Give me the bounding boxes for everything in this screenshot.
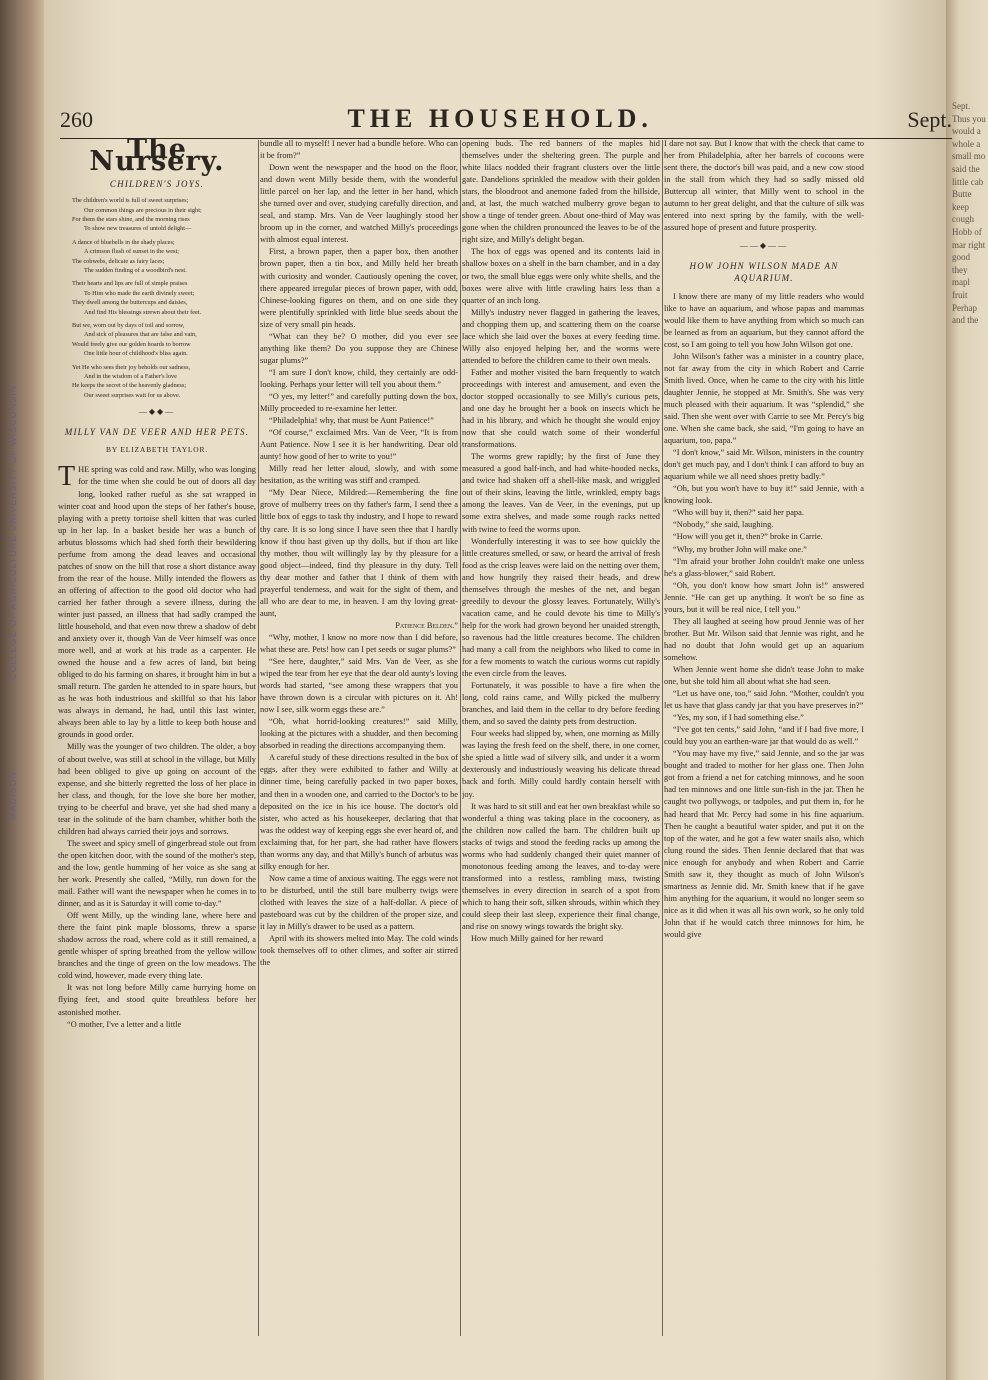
paragraph: Now came a time of anxious waiting. The eggs were not to be disturbed, until the still bare mulberry twigs were clothed with leaves the size of a half-dollar. A piece of pasteboard was cut by the children of the proper size, and it lay in Milly's drawer to be used as a pattern. <box>260 873 458 932</box>
ornament-divider: —◆◆— <box>138 407 176 417</box>
poem-line: A dance of bluebells in the shady places; <box>72 238 175 246</box>
paragraph: It was hard to sit still and eat her own breakfast while so wonderful a thing was taking place in the cocoonery, as the children now called the barn. The children built up stacks of twigs and stood the feeding racks up among the worms who had suddenly changed their quiet manner of monotonous feeding among the leaves, and to-day were transformed into a restless, rambling mass, twisting themselves in every direction in search of a spot from which to hang their soft, silken shrouds, within which they could sleep their last sleep, experience their final change, and rise on snowy wings towards the bright sky. <box>462 801 660 932</box>
poem <box>72 196 256 234</box>
paragraph: “O mother, I've a letter and a little <box>67 1019 182 1029</box>
library-stamp: COLLEGE OF AGRICULTURE UNIVERSITY OF WISCONSIN <box>8 384 18 680</box>
poem <box>72 363 256 401</box>
paragraph: “O yes, my letter!” and carefully putting down the box, Milly proceeded to re-examine her letter. <box>260 391 458 414</box>
paragraph: “Oh, what horrid-looking creatures!” said Milly, looking at the pictures with a shudder, and then becoming absorbed in reading the directions accompanying them. <box>260 717 458 751</box>
poem-line: They dwell among the buttercups and daisies, <box>72 299 188 307</box>
poem-line: To show new treasures of untold delight— <box>84 225 192 233</box>
paragraph: First, a brown paper, then a paper box, then another brown paper, then a tin box, and Milly held her breath with curiosity and wonder. Cautiously opening the cover, there appeared irregular pieces of brown paper, with odd, Chinese-looking figures on them, and on one side they were plentifully sprinkled with little blue seeds about the size of very small pin heads. <box>260 247 458 329</box>
paragraph: When Jennie went home she didn't tease John to make one, but she told him all about what she had seen. <box>664 664 864 687</box>
poem-line: The cobwebs, delicate as fairy laces; <box>72 257 165 265</box>
paragraph: The box of eggs was opened and its contents laid in shallow boxes on a shelf in the barn chamber, and in a day or two, the small blue eggs were only white shells, and the boxes were alive with little crawling hairs less than a quarter of an inch long. <box>462 247 660 305</box>
column-2 <box>260 138 458 1340</box>
paragraph: “Oh, you don't know how smart John is!” answered Jennie. “He can get up anything. It won't be so fine as yours, but it will be real nice, I tell you.” <box>664 580 864 614</box>
poem-title: CHILDREN'S JOYS. <box>109 179 205 190</box>
drop-cap: T <box>58 461 76 493</box>
next-page-fragment: Sept. Thus you would a whole a small mo said the little cab Butte keep cough Hobb of mar right good they mapl fruit Perhap and the <box>952 101 986 326</box>
library-stamp-city: MADISON <box>8 770 18 820</box>
publication-title: THE HOUSEHOLD. <box>347 104 653 133</box>
story-title: HOW JOHN WILSON MADE AN AQUARIUM. <box>689 261 839 284</box>
paragraph: “You may have my five,” said Jennie, and so the jar was bought and traded to mother for her glass one. Then John got from a friend a net for catching minnows, and he soon had ten minnows and one little sun-fish in the jar. Then he caught two pollywogs, or tadpoles, and put them in, for he had heard that Mr. Percy had some in his fine aquarium. Then he caught a beautiful water spider, and put it on the top of the water, and he got a few water snails also, which clung round the sides. Then Jennie declared that that was nice enough for anybody and when Robert and Carrie Smith saw it, they thought as much of John Wilson's smartness as Jennie did. Mr. Smith knew that if he gave him anything for the aquarium, it would no longer seem so nice as it did when it was all his own work, so he only told John that if he would catch three minnows for him, he would give <box>664 749 864 939</box>
poem-line: And in the wisdom of a Father's love <box>84 373 177 381</box>
paragraph: Milly's industry never flagged in gathering the leaves, and chopping them up, and scattering them on the coarse lace which she laid over the boxes at every feeding time. Willy also enjoyed helping her, and the worms were attended to before the children came to their own meals. <box>462 307 660 365</box>
poem-line: Our common things are precious in their sight; <box>84 206 202 214</box>
paragraph: “I don't know,” said Mr. Wilson, ministers in the country don't get much pay, and I don't think I can afford to buy an aquarium while we all need shoes pretty badly.” <box>664 448 864 482</box>
paragraph: Milly was the younger of two children. The older, a boy of about twelve, was still at school in the village, but Milly had been obliged to give up going on account of the expense, and she bitterly regretted the loss of her place in her class, and though, for the love she bore her mother, trying to be cheerful and brave, yet she had shed many a tear in the solitude of the barn chamber, whither both the children had always carried their joys and sorrows. <box>58 742 256 836</box>
paragraph: “Who will buy it, then?” said her papa. <box>673 508 804 518</box>
paragraph: “My Dear Niece, Mildred:—Remembering the fine grove of mulberry trees on thy father's farm, I send thee a little box of eggs to task thy industry, and I hope to reward thy care. It is so long since I have seen thee that I hardly know if thou hast given up thy dolls, but if thou art like thy mother, thou wilt willingly lay by thy pleasure for a good object—indeed, find thy pleasure in thy duty. Tell thy dear mother and father that I think of them with prayerful tenderness, and wait for the sight of them, and all who are dear to me, in heaven. I am thy loving great-aunt, <box>260 488 458 618</box>
byline: BY ELIZABETH TAYLOR. <box>106 445 208 455</box>
poem <box>72 279 256 317</box>
page-header <box>60 104 952 139</box>
story-title: MILLY VAN DE VEER AND HER PETS. <box>64 427 250 438</box>
ornament-divider: ——◆—— <box>739 241 789 251</box>
poem-line: Would freely give our golden hoards to borrow <box>72 340 191 348</box>
poem-line: Their hearts and lips are full of simple praises <box>72 280 188 288</box>
poem-line: One little hour of childhood's bliss again. <box>84 350 188 358</box>
poem-line: To Him who made the earth divinely sweet; <box>84 289 195 297</box>
poem-line: A crimson flush of sunset in the west; <box>84 248 179 256</box>
poem-line: He keeps the secret of the heavenly gladness; <box>72 382 187 390</box>
column-rule <box>460 140 461 1336</box>
paragraph: It was not long before Milly came hurrying home on flying feet, and stood quite breathless before her astonished mother. <box>58 983 256 1017</box>
section-title: The Nursery. <box>89 138 225 178</box>
poem-line: And sick of pleasures that are false and vain, <box>84 331 197 339</box>
paragraph: Four weeks had slipped by, when, one morning as Milly was laying the fresh feed on the shelf, there, in one corner, she spied a little wad of silvery silk, and under it a worm dexterously and industriously weaving his delicate thread back and forth. Milly could hardly contain herself with joy. <box>462 729 660 799</box>
paragraph: Down went the newspaper and the hood on the floor, and down went Milly beside them, with the wonderful little parcel on her lap, and the letter in her hand, which she turned over and over, studying carefully direction, and seal, and stamp. Mrs. Van de Veer laughingly stood her broom up in the corner, and watched Milly's proceedings with almost equal interest. <box>260 163 458 245</box>
poem-line: But we, worn out by days of toil and sorrow, <box>72 322 185 330</box>
paragraph: “Oh, but you won't have to buy it!” said Jennie, with a knowing look. <box>664 484 864 506</box>
poem-line: The children's world is full of sweet surprises; <box>72 197 189 205</box>
column-3 <box>462 138 660 1340</box>
paragraph: “Why, my brother John will make one.” <box>673 544 807 554</box>
paragraph: John Wilson's father was a minister in a country place, not far away from the city in which Robert and Carrie Smith lived. Once, when he came to the city with his little daughter Jennie, he stopped at Mr. Smith's. She was very much pleased with their aquarium. It was “splendid,” she said. Then she went over with Carrie to see Mr. Percy's big one. When she came back, she said, “I'm going to have an aquarium, too, papa.” <box>664 351 864 446</box>
paragraph: April with its showers melted into May. The cold winds took themselves off to other climes, and softer air stirred the <box>260 934 458 968</box>
paragraph: I dare not say. But I know that with the check that came to her from Philadelphia, after her barrels of cocoons were sent there, the doctor's bill was paid, and a new cow stood in the stall from which they had so sadly missed old Buttercup all winter, that Milly went to school in the autumn to her great delight, and that the culture of silk was entered into next spring by the family, with the well-assured hope of present and future prosperity. <box>664 139 864 233</box>
paragraph: opening buds. The red banners of the maples hid themselves under the sheltering green. The purple and white lilacs nodded their fragrant clusters over the little gate. Dandelions sprinkled the meadow with their golden stars, the bloodroot and anemone faded from the hillside, and, at last, the much watched mulberry grove began to show a tinge of tender green. About one-third of May was gone when the children pronounced the leaves to be of the right size, and Milly's delight began. <box>462 139 660 245</box>
paragraph <box>58 461 256 741</box>
paragraph: Fortunately, it was possible to have a fire when the long, cold rains came, and Willy picked the mulberry branches, and laid them in the cellar to dry before feeding them, and so saved the dainty pets from destruction. <box>462 681 660 727</box>
column-4 <box>664 138 864 1340</box>
poem-line: Our sweet surprises wait for us above. <box>84 391 181 399</box>
poem <box>72 238 256 276</box>
paragraph: They all laughed at seeing how proud Jennie was of her brother. But Mr. Wilson said that Jennie was right, and he had no doubt that John would get up an aquarium somehow. <box>664 616 864 662</box>
paragraph: “What can they be? O mother, did you ever see anything like them? Do you suppose they are Chinese sugar plums?” <box>260 331 458 365</box>
letter-signature: Patience Belden.” <box>395 620 458 630</box>
column-1 <box>58 138 256 1340</box>
issue-month: Sept. <box>907 107 952 132</box>
paragraph: “Philadelphia! why, that must be Aunt Patience!” <box>269 416 434 426</box>
paragraph: “I'm afraid your brother John couldn't make one unless he's a glass-blower,” said Robert. <box>664 556 864 578</box>
paragraph: “Yes, my son, if I had something else.” <box>673 713 804 723</box>
next-page-edge <box>946 0 988 1380</box>
paragraph: Wonderfully interesting it was to see how quickly the little creatures smelled, or saw, or heard the arrival of fresh food as the crisp leaves were laid on the netting over them, and how hungrily they raised their heads, and drew themselves through the meshes of the net, and began greedily to devour the glossy leaves. Fortunately, Willy's vacation came, and he could devote his time to Milly's help for the work had grown beyond her unaided strength, so ravenous had the little creatures become. The children had many a call from the neighbors who liked to come in for a few moments to watch the curious worms cut rapidly the even circle from the leaves. <box>462 536 660 679</box>
poem-line: And find His blessings strewn about their feet. <box>84 308 202 316</box>
poem-line: Yet He who sees their joy beholds our sadness, <box>72 363 191 371</box>
paragraph: Milly read her letter aloud, slowly, and with some hesitation, as the writing was stiff and cramped. <box>260 464 458 486</box>
column-rule <box>662 140 663 1336</box>
paragraph: Off went Milly, up the winding lane, where here and there the faint pink maple blossoms, threw a sparse shadow across the road, where cold as it still remained, a gentle whisper of spring breathed from the yellow willow branches and the tinge of green on the low meadows. The cold wind, however, made every thing late. <box>58 911 256 981</box>
paragraph: The sweet and spicy smell of gingerbread stole out from the open kitchen door, with the sound of the mother's step, and the low, gentle humming of her voice as she sang at her work. Presently she called, “Milly, run down for the mail. Father will want the newspaper when he comes in to dinner, and as it is Saturday it will come to-day.” <box>58 838 256 909</box>
paragraph: How much Milly gained for her reward <box>471 934 604 944</box>
paragraph: “I am sure I don't know, child, they certainly are odd-looking. Perhaps your letter will tell you about them.” <box>260 367 458 389</box>
book-spine <box>0 0 44 1380</box>
paragraph: bundle all to myself! I never had a bundle before. Who can it be from?” <box>260 139 458 161</box>
paragraph: “How will you get it, then?” broke in Carrie. <box>673 532 823 542</box>
paragraph: “See here, daughter,” said Mrs. Van de Veer, as she wiped the tear from her eye that the dear old aunty's loving words had started, “see among these wrappers that you have thrown down is a circular with pictures on it. Ah! now I see, silk worm eggs these are.” <box>260 657 458 715</box>
poem-line: For them the stars shine, and the morning rises <box>72 215 190 223</box>
paragraph-text: HE spring was cold and raw. Milly, who was longing for the time when she could be out of doors all day long, looked rather rueful as she sat wrapped in winter coat and hood upon the steps of her father's house, playing with a pretty tortoise shell kitten that was curled up in her lap. In a basket beside her was a bunch of arbutus blossoms which had shed forth their bewildering perfume from among the dead leaves and occasional patches of snow on the hill that rose a short distance away from the rear of the house. Milly intended the flowers as an offering of affection to the good old doctor who had carried her father through a severe illness, during the winter just passed, an illness that had sadly cramped the little household, and that even now threw a shadow of debt and anxiety over it, though Van de Veer himself was once more well, and at work at his trade as a carpenter. He owned the house and a few acres of land, but being obliged to do his farming on shares, it brought him in but a small return. The garden he attended to in spare hours, but as he was both industrious and skillful so that his labor was always in demand, he had, until this last winter, always been able to lay by a little to keep both house and grounds in good order. <box>58 465 256 740</box>
poem-line: The sudden finding of a woodbird's nest. <box>84 266 187 274</box>
page-number: 260 <box>60 107 93 132</box>
paragraph: “I've got ten cents,” said John, “and if I had five more, I could buy you an earthen-ware jar that would do as well.” <box>664 725 864 747</box>
paragraph: “Let us have one, too,” said John. “Mother, couldn't you let us have that glass candy jar that you have preserves in?” <box>664 689 864 711</box>
paragraph: The worms grew rapidly; by the first of June they measured a good half-inch, and had white-hooded necks, and twice had shaken off a shell-like mask, and wriggled out of their skins, leaving the little, wrinkled, empty bags among the leaves. Van de Veer, in the evenings, put up some extra shelves, and made some rough racks netted with twine to feed the worms upon. <box>462 452 660 534</box>
paragraph: I know there are many of my little readers who would like to have an aquarium, and whose papas and mammas would like them to have anything from which so much can be learned as from an aquarium, but they cannot afford the cost, so I am going to tell you how John Wilson got one. <box>664 291 864 349</box>
paragraph: “Why, mother, I know no more now than I did before, what these are. Pets! how can I pet seeds or sugar plums?” <box>260 632 458 654</box>
column-rule <box>258 140 259 1336</box>
paragraph: “Of course,” exclaimed Mrs. Van de Veer, “It is from Aunt Patience. Now I see it is her handwriting. Dear old aunty! how good of her to write to you!” <box>260 428 458 462</box>
paragraph: “Nobody,” she said, laughing. <box>673 520 774 530</box>
paragraph: Father and mother visited the barn frequently to watch proceedings with interest and amusement, and even the doctor stopped occasionally to see Milly's curious pets, and one day he brought her a book on insects which he had in his library, and which he thought she would enjoy now that she could watch some of their wonderful transformations. <box>462 367 660 450</box>
poem <box>72 321 256 359</box>
paragraph: A careful study of these directions resulted in the box of eggs, after they were exhibited to father and Willy at dinner time, being carefully packed in two paper boxes, and then in a wooden one, and carried to the Doctor's to be deposited on the ice in his ice house. The doctor's old sister, who acted as his housekeeper, declaring that that was the oddest way of keeping eggs she ever heard of, and exclaiming that, for her part, she had rather have flowers than worms any day, and that Milly's bunch of arbutus was silky enough for her. <box>260 753 458 871</box>
